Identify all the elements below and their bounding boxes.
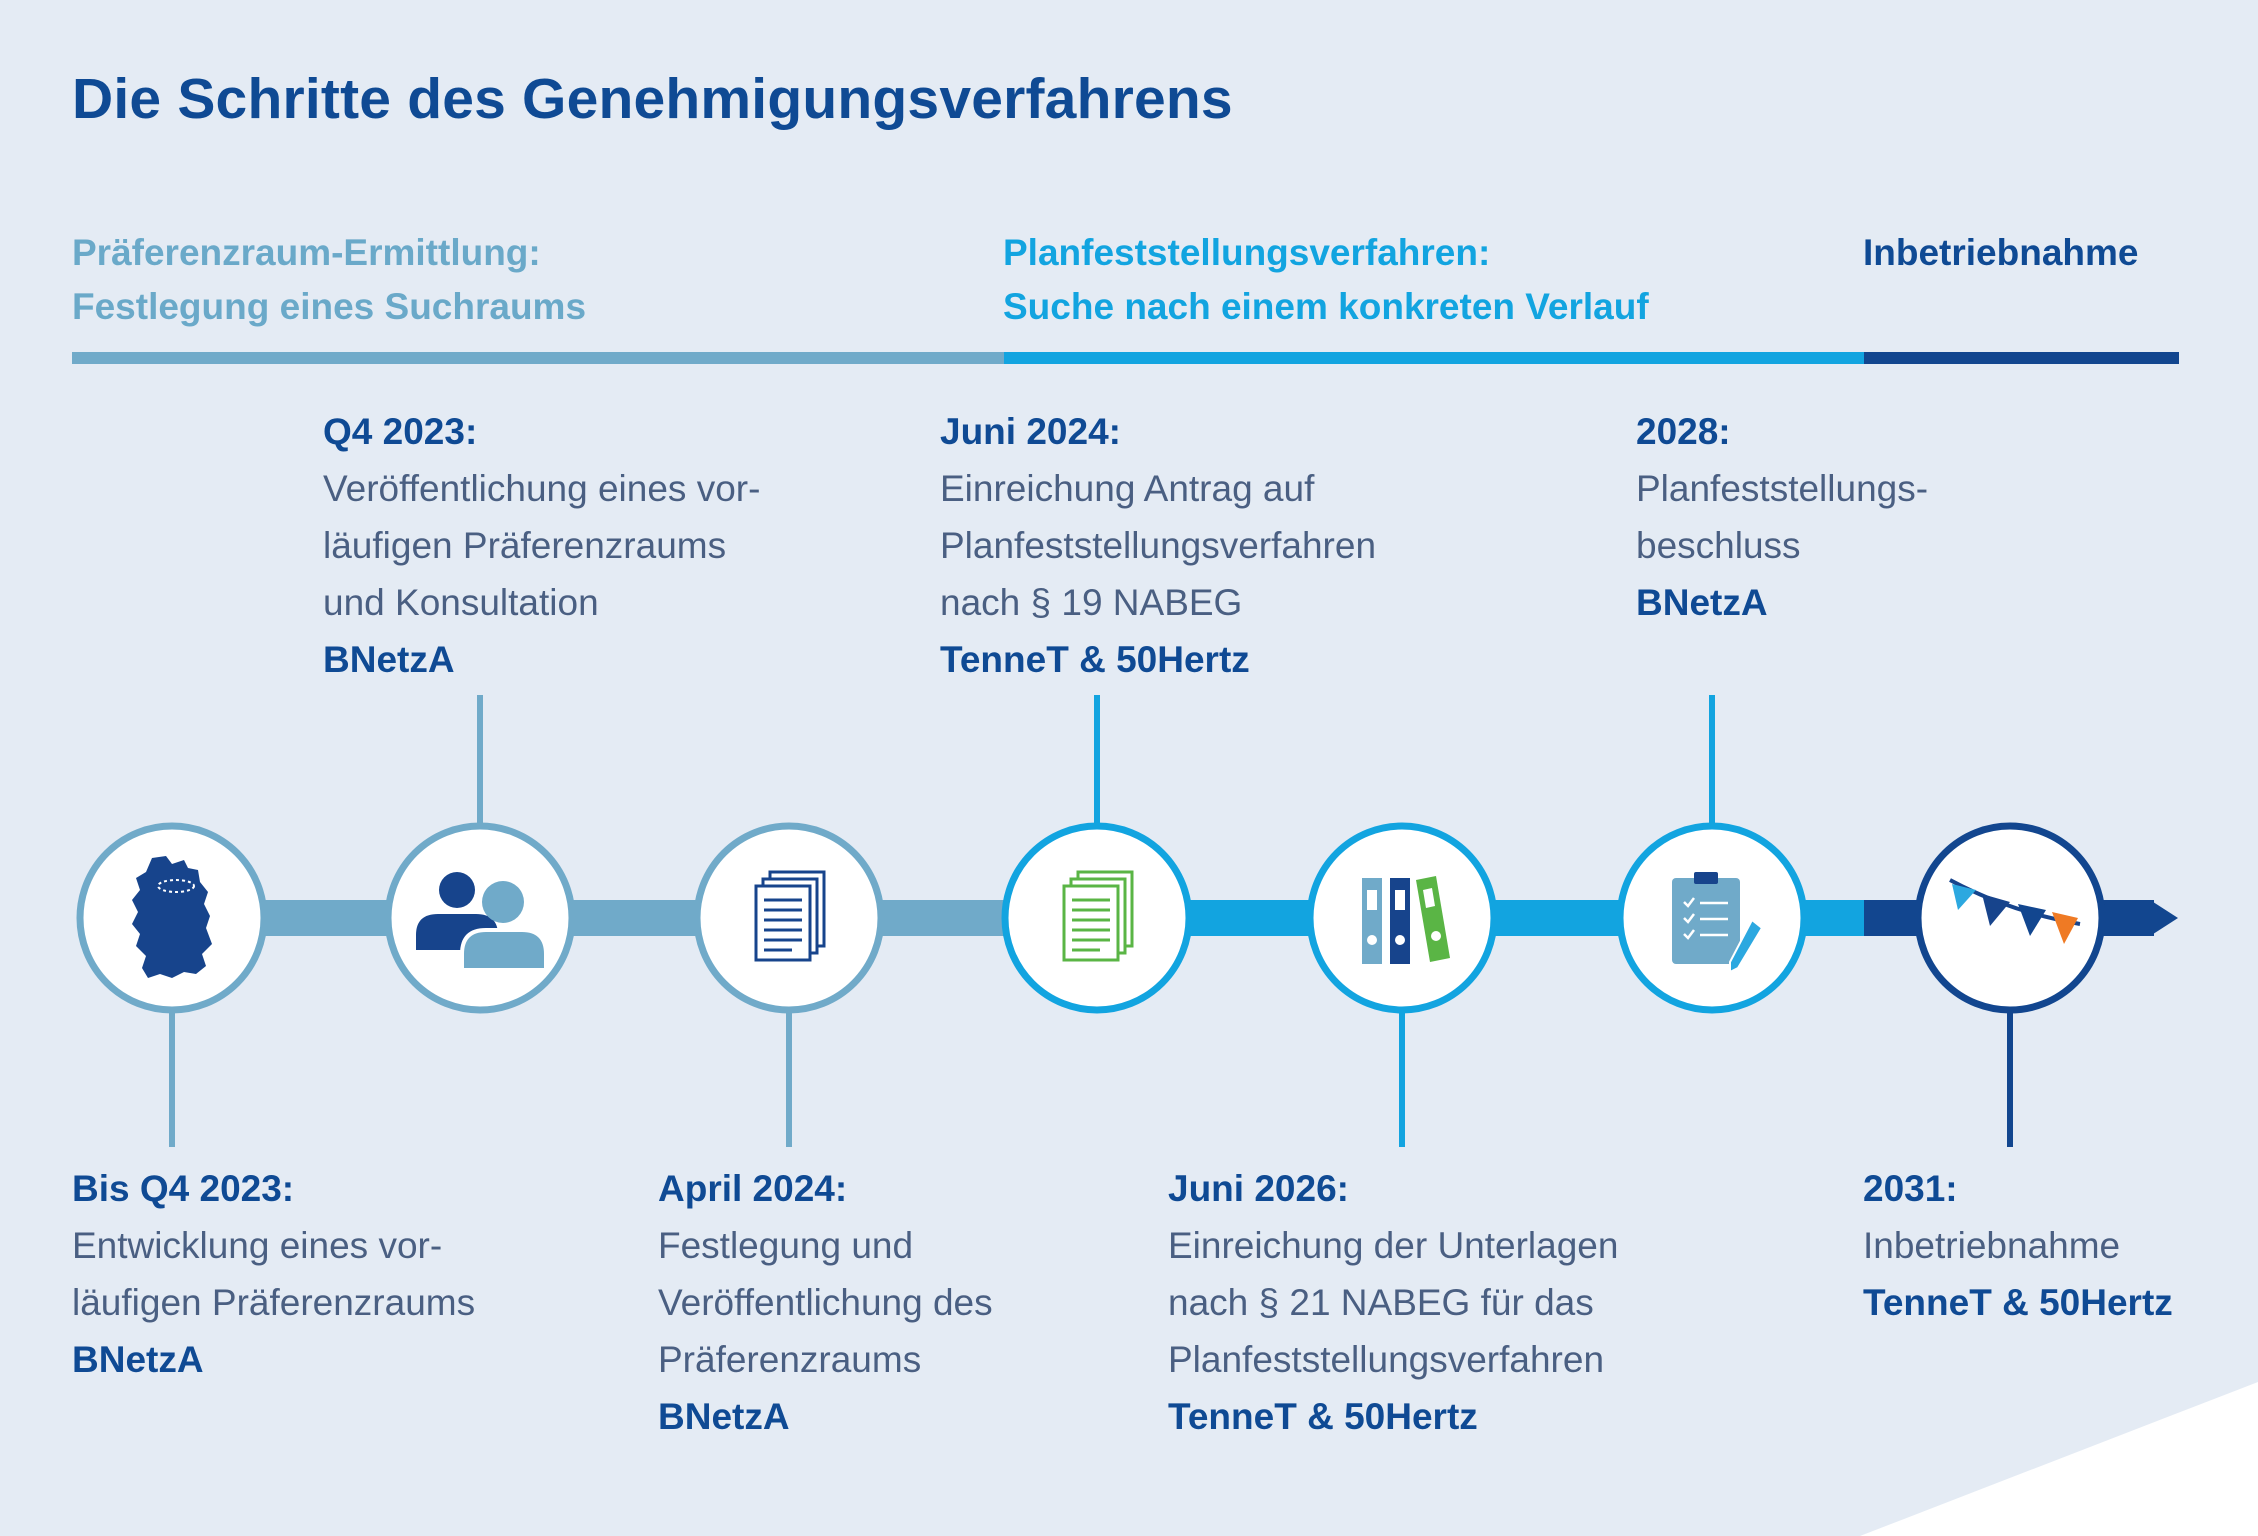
milestone-description-line: Planfeststellungsverfahren xyxy=(940,525,1377,566)
milestone-date: 2028: xyxy=(1636,411,1731,452)
milestone-description-line: nach § 19 NABEG xyxy=(940,582,1243,623)
milestone-date: 2031: xyxy=(1863,1168,1958,1209)
milestone-description-line: läufigen Präferenzraums xyxy=(323,525,727,566)
phase-label-line: Suche nach einem konkreten Verlauf xyxy=(1003,286,1649,327)
milestone-description-line: läufigen Präferenzraums xyxy=(72,1282,476,1323)
milestone-actor: TenneT & 50Hertz xyxy=(940,639,1250,680)
milestone-juni-2024 xyxy=(940,403,1376,688)
application-documents-icon xyxy=(1064,872,1132,960)
milestone-description-line: und Konsultation xyxy=(323,582,599,623)
milestone-q4-2023 xyxy=(323,403,760,688)
documents-icon xyxy=(756,872,824,960)
milestone-description-line: Veröffentlichung des xyxy=(658,1282,993,1323)
milestone-description-line: nach § 21 NABEG für das xyxy=(1168,1282,1594,1323)
milestone-description-line: Einreichung Antrag auf xyxy=(940,468,1315,509)
milestone-actor: BNetzA xyxy=(72,1339,204,1380)
milestone-actor: TenneT & 50Hertz xyxy=(1863,1282,2173,1323)
milestone-description-line: beschluss xyxy=(1636,525,1801,566)
milestone-date: Q4 2023: xyxy=(323,411,478,452)
page-title: Die Schritte des Genehmigungsverfahrens xyxy=(72,67,1233,131)
phase-label-line: Inbetriebnahme xyxy=(1863,232,2139,273)
milestone-actor: BNetzA xyxy=(658,1396,790,1437)
milestone-description-line: Inbetriebnahme xyxy=(1863,1225,2121,1266)
milestone-date: Bis Q4 2023: xyxy=(72,1168,295,1209)
milestone-actor: BNetzA xyxy=(1636,582,1768,623)
milestone-description-line: Planfeststellungsverfahren xyxy=(1168,1339,1605,1380)
phase-label-line: Festlegung eines Suchraums xyxy=(72,286,587,327)
timeline-arrow-head xyxy=(2150,900,2178,936)
phase-label-line: Planfeststellungsverfahren: xyxy=(1003,232,1491,273)
binders-icon xyxy=(1362,876,1450,964)
milestone-description-line: Präferenzraums xyxy=(658,1339,922,1380)
milestone-description-line: Festlegung und xyxy=(658,1225,914,1266)
milestone-juni-2026 xyxy=(1168,1160,1618,1445)
milestone-2031 xyxy=(1863,1160,2173,1331)
milestone-description-line: Veröffentlichung eines vor- xyxy=(323,468,761,509)
milestone-description-line: Einreichung der Unterlagen xyxy=(1168,1225,1619,1266)
phase-label-line: Präferenzraum-Ermittlung: xyxy=(72,232,541,273)
milestone-2028 xyxy=(1636,403,1928,631)
milestone-date: Juni 2024: xyxy=(940,411,1121,452)
milestone-actor: TenneT & 50Hertz xyxy=(1168,1396,1478,1437)
milestone-date: April 2024: xyxy=(658,1168,848,1209)
milestone-april-2024 xyxy=(658,1160,993,1445)
milestone-description-line: Entwicklung eines vor- xyxy=(72,1225,443,1266)
milestone-actor: BNetzA xyxy=(323,639,455,680)
milestone-bis-q4-2023 xyxy=(72,1160,475,1388)
milestone-description-line: Planfeststellungs- xyxy=(1636,468,1929,509)
milestone-date: Juni 2026: xyxy=(1168,1168,1349,1209)
